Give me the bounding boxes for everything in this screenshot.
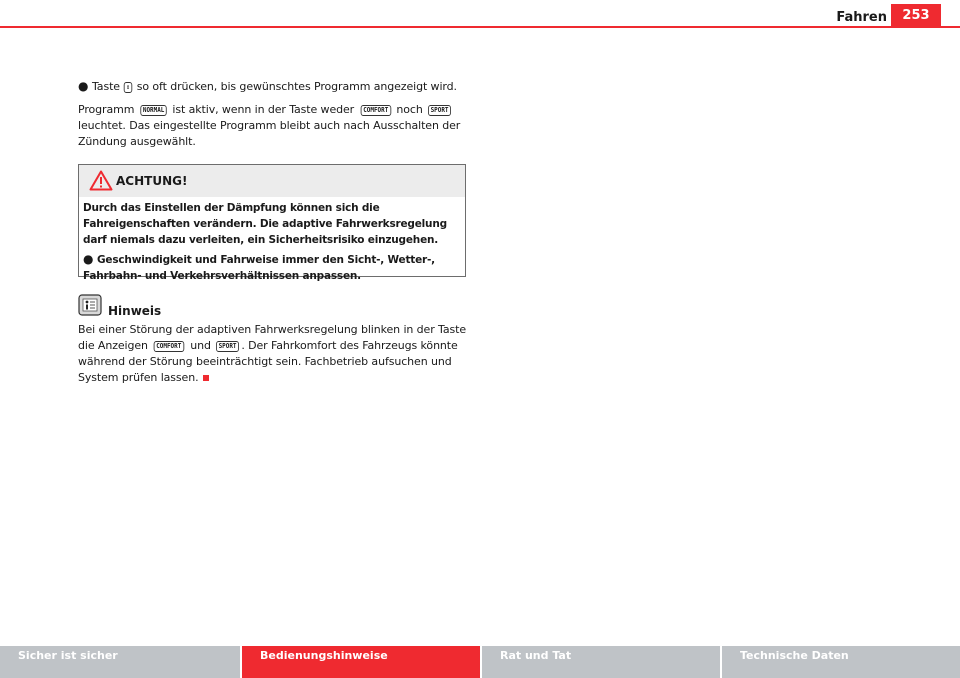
bullet-icon: ● [78,79,89,93]
footer-tab-bedienungshinweise[interactable]: Bedienungshinweise [240,646,480,678]
warning-title: ACHTUNG! [116,174,188,188]
sport-key: SPORT [216,341,239,352]
footer-tab-rat-und-tat[interactable]: Rat und Tat [480,646,720,678]
warning-body [79,197,465,284]
bullet-icon: ● [83,252,94,266]
sport-key: SPORT [428,105,451,116]
footer-tab-technische-daten[interactable]: Technische Daten [720,646,960,678]
warning-box [78,164,466,282]
info-note-icon [78,294,102,320]
program-paragraph: Programm NORMAL ist aktiv, wenn in der Taste weder COMFORT noch SPORT leuchtet. Das eingestellte Programm bleibt auch nach Ausschalten der Zündung ausgewählt. [78,103,461,148]
chapter-title: Fahren [836,10,887,25]
note-title: Hinweis [108,304,162,318]
instruction-bullet: ● Taste ⇕ so oft drücken, bis gewünschtes Programm angezeigt wird. [78,79,457,93]
normal-key: NORMAL [140,105,167,116]
toggle-key-icon: ⇕ [124,82,133,93]
footer-tab-sicher[interactable]: Sicher ist sicher [0,646,240,678]
note-text: Bei einer Störung der adaptiven Fahrwerksregelung blinken in der Taste die Anzeigen COMFORT und SPORT . Der Fahrkomfort des Fahrzeugs könnte während der Störung beeinträchtigt sein. Fachbetrieb aufsuchen und System prüfen lassen. [78,323,466,384]
warning-header [79,165,465,197]
main-content [78,78,466,150]
warning-text-1: Durch das Einstellen der Dämpfung können sich die Fahreigenschaften verändern. Die adaptive Fahrwerksregelung darf niemals dazu verleiten, ein Sicherheitsrisiko einzugehen. [83,202,447,246]
section-end-mark-icon [203,375,209,381]
header-rule [0,26,960,28]
page-number: 253 [891,4,941,27]
comfort-key: COMFORT [154,341,184,352]
comfort-key: COMFORT [360,105,390,116]
footer-nav [0,646,960,678]
warning-text-2: ● Geschwindigkeit und Fahrweise immer den Sicht-, Wetter-, Fahrbahn- und Verkehrsverhältnissen anpassen. [83,252,435,282]
warning-triangle-icon [89,170,113,195]
